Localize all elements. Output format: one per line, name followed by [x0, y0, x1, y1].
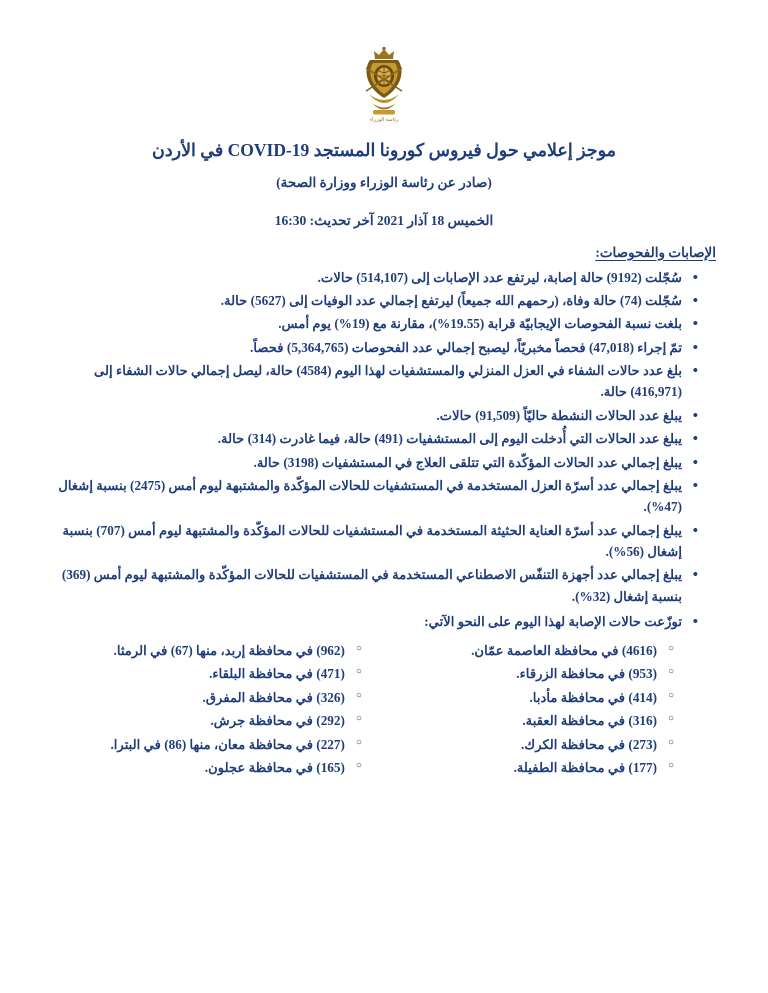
- list-item: ○ (316) في محافظة العقبة.: [374, 709, 674, 733]
- statistics-list: [52, 267, 716, 608]
- list-item: • يبلغ عدد الحالات التي أُدخلت اليوم إلى المستشفيات (491) حالة، فيما غادرت (314) حالة.: [52, 428, 698, 449]
- svg-text:رئاسة الوزراء: رئاسة الوزراء: [369, 117, 399, 123]
- list-item: ○ (177) في محافظة الطفيلة.: [374, 756, 674, 780]
- date-updated-line: الخميس 18 آذار 2021 آخر تحديث: 16:30: [274, 212, 494, 228]
- list-item: • يبلغ إجمالي عدد أسرّة العناية الحثيثة المستخدمة في المستشفيات للحالات المؤكّدة والمشتبهة ليوم أمس (707) بنسبة إشغال (56%).: [52, 520, 698, 563]
- governorate-intro: • توزّعت حالات الإصابة لهذا اليوم على النحو الآتي:: [52, 611, 698, 632]
- page-title: موجز إعلامي حول فيروس كورونا المستجد COVID-19 في الأردن: [151, 140, 616, 160]
- governorate-columns: [52, 639, 716, 780]
- list-item: ○ (471) في محافظة البلقاء.: [62, 662, 362, 686]
- governorate-column-right: [374, 639, 674, 780]
- list-item: • سُجّلت (74) حالة وفاة، (رحمهم الله جميعاً) ليرتفع إجمالي عدد الوفيات إلى (5627) حالة.: [52, 290, 698, 311]
- jordan-prime-ministry-emblem: [356, 46, 412, 124]
- list-item: • بلغ عدد حالات الشفاء في العزل المنزلي والمستشفيات لهذا اليوم (4584) حالة، ليصل إجمالي حالات الشفاء إلى (416,971) حالة.: [52, 360, 698, 403]
- governorate-column-left: [62, 639, 362, 780]
- list-item: • يبلغ إجمالي عدد أجهزة التنفّس الاصطناعي المستخدمة في المستشفيات للحالات المؤكّدة والمشتبهة ليوم أمس (369) بنسبة إشغال (32%).: [52, 564, 698, 607]
- list-item: ○ (273) في محافظة الكرك.: [374, 733, 674, 757]
- list-item: ○ (4616) في محافظة العاصمة عمّان.: [374, 639, 674, 663]
- list-item: ○ (292) في محافظة جرش.: [62, 709, 362, 733]
- list-item: • سُجّلت (9192) حالة إصابة، ليرتفع عدد الإصابات إلى (514,107) حالات.: [52, 267, 698, 288]
- list-item: • يبلغ عدد الحالات النشطة حاليّاً (91,509) حالات.: [52, 405, 698, 426]
- page-subtitle: (صادر عن رئاسة الوزراء ووزارة الصحة): [276, 174, 492, 190]
- list-item: • تمّ إجراء (47,018) فحصاً مخبريّاً، ليصبح إجمالي عدد الفحوصات (5,364,765) فحصاً.: [52, 337, 698, 358]
- list-item: ○ (165) في محافظة عجلون.: [62, 756, 362, 780]
- emblem-container: [52, 46, 716, 124]
- list-item: • يبلغ إجمالي عدد الحالات المؤكّدة التي تتلقى العلاج في المستشفيات (3198) حالة.: [52, 452, 698, 473]
- list-item: ○ (326) في محافظة المفرق.: [62, 686, 362, 710]
- list-item: ○ (962) في محافظة إربد، منها (67) في الرمثا.: [62, 639, 362, 663]
- governorate-distribution-block: [52, 611, 716, 779]
- list-item: • يبلغ إجمالي عدد أسرّة العزل المستخدمة في المستشفيات للحالات المؤكّدة والمشتبهة ليوم أمس (2475) بنسبة إشغال (47%).: [52, 475, 698, 518]
- list-item: ○ (953) في محافظة الزرقاء.: [374, 662, 674, 686]
- list-item: • بلغت نسبة الفحوصات الإيجابيّة قرابة (19.55%)، مقارنة مع (19%) يوم أمس.: [52, 313, 698, 334]
- section-title-cases-tests: الإصابات والفحوصات:: [595, 244, 716, 260]
- list-item: ○ (227) في محافظة معان، منها (86) في البترا.: [62, 733, 362, 757]
- list-item: ○ (414) في محافظة مأدبا.: [374, 686, 674, 710]
